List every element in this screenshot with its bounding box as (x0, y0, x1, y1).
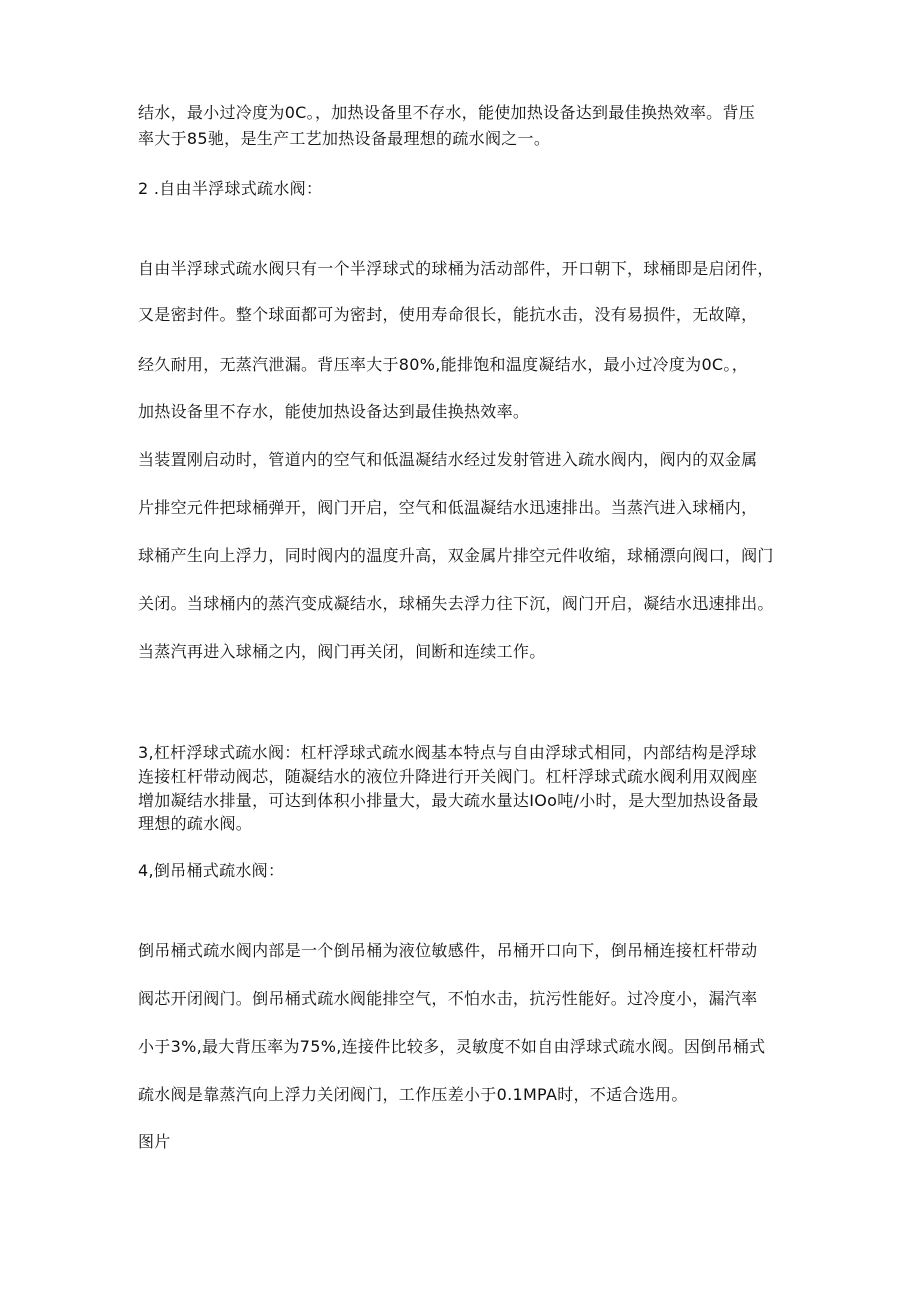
paragraph-3-line-4: 关闭。当球桶内的蒸汽变成凝结水，球桶失去浮力往下沉，阀门开启，凝结水迅速排出。 (138, 594, 774, 613)
section-2-heading: 2 .自由半浮球式疏水阀： (138, 179, 323, 198)
paragraph-5-line-4: 疏水阀是靠蒸汽向上浮力关闭阀门，工作压差小于0.1MPA时，不适合选用。 (138, 1085, 688, 1104)
paragraph-3-line-3: 球桶产生向上浮力，同时阀内的温度升高，双金属片排空元件收缩，球桶漂向阀口，阀门 (138, 546, 774, 565)
paragraph-3-line-1: 当装置刚启动时，管道内的空气和低温凝结水经过发射管进入疏水阀内，阀内的双金属 (138, 450, 758, 469)
paragraph-5-line-2: 阀芯开闭阀门。倒吊桶式疏水阀能排空气，不怕水击，抗污性能好。过冷度小，漏汽率 (138, 989, 758, 1008)
paragraph-2-line-4: 加热设备里不存水，能使加热设备达到最佳换热效率。 (138, 402, 530, 421)
paragraph-2-line-1: 自由半浮球式疏水阀只有一个半浮球式的球桶为活动部件，开口朝下，球桶即是启闭件， (138, 259, 774, 278)
paragraph-4-line-1: 3,杠杆浮球式疏水阀：杠杆浮球式疏水阀基本特点与自由浮球式相同，内部结构是浮球 (138, 743, 757, 762)
paragraph-3-line-2: 片排空元件把球桶弹开，阀门开启，空气和低温凝结水迅速排出。当蒸汽进入球桶内， (138, 498, 758, 517)
paragraph-1-line-1: 结水，最小过冷度为0C。，加热设备里不存水，能使加热设备达到最佳换热效率。背压 (138, 103, 756, 122)
image-caption: 图片 (138, 1132, 171, 1151)
paragraph-4-line-2: 连接杠杆带动阀芯，随凝结水的液位升降进行开关阀门。杠杆浮球式疏水阀利用双阀座 (138, 767, 758, 786)
paragraph-2-line-3: 经久耐用，无蒸汽泄漏。背压率大于80%,能排饱和温度凝结水，最小过冷度为0C。， (138, 355, 749, 374)
section-4-heading: 4,倒吊桶式疏水阀： (138, 861, 285, 880)
paragraph-5-line-1: 倒吊桶式疏水阀内部是一个倒吊桶为液位敏感件，吊桶开口向下，倒吊桶连接杠杆带动 (138, 941, 758, 960)
paragraph-4-line-3: 增加凝结水排量，可达到体积小排量大，最大疏水量达IOo吨/小时，是大型加热设备最 (138, 791, 759, 810)
paragraph-1-line-2: 率大于85驰，是生产工艺加热设备最理想的疏水阀之一。 (138, 129, 551, 148)
paragraph-4-line-4: 理想的疏水阀。 (138, 814, 253, 833)
paragraph-2-line-2: 又是密封件。整个球面都可为密封，使用寿命很长，能抗水击，没有易损件，无故障， (138, 305, 758, 324)
paragraph-3-line-5: 当蒸汽再进入球桶之内，阀门再关闭，间断和连续工作。 (138, 642, 546, 661)
paragraph-5-line-3: 小于3%,最大背压率为75%,连接件比较多，灵敏度不如自由浮球式疏水阀。因倒吊桶式 (138, 1037, 766, 1056)
